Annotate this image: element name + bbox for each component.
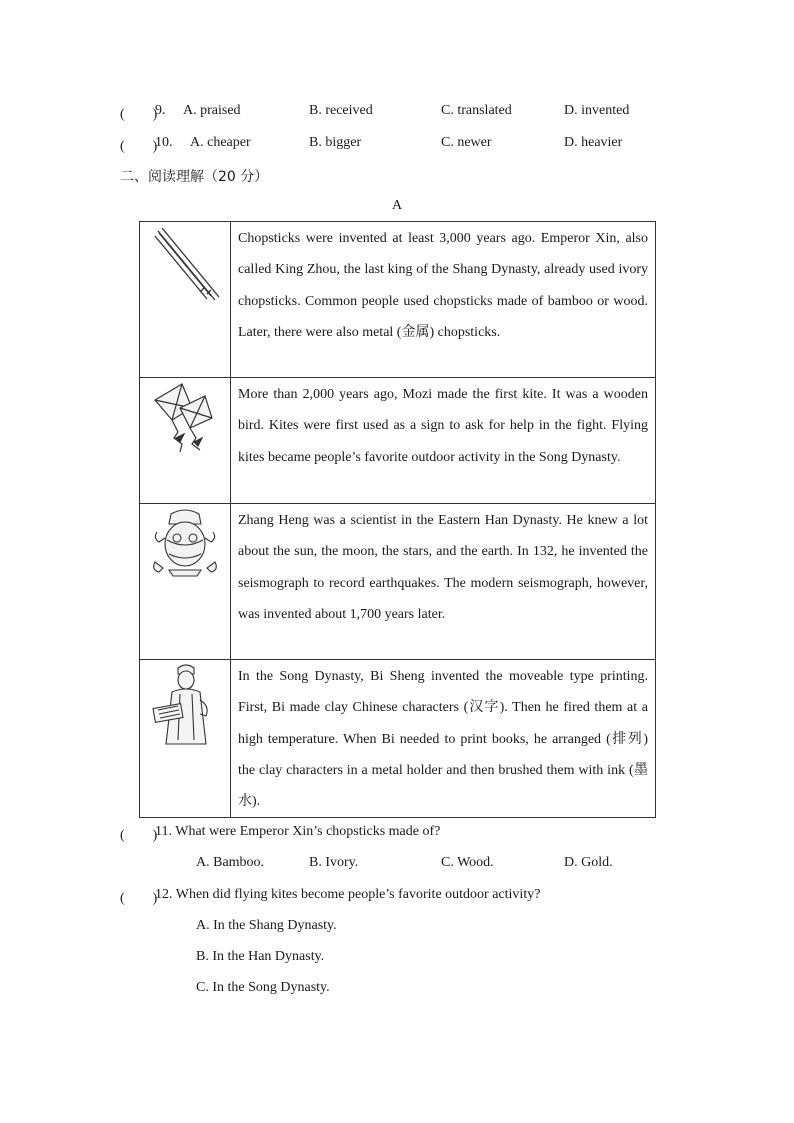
- answer-blank[interactable]: ( ): [120, 107, 158, 122]
- q11-option-b: B. Ivory.: [309, 855, 359, 870]
- question-stem: 12. When did flying kites become people’s favorite outdoor activity?: [155, 887, 541, 902]
- table-row: [140, 378, 656, 504]
- bi-sheng-portrait-icon: [150, 660, 220, 750]
- q11-option-c: C. Wood.: [441, 855, 494, 870]
- q11-option-d: D. Gold.: [564, 855, 613, 870]
- kite-icon: [150, 378, 220, 458]
- reading-table: [139, 221, 656, 818]
- image-cell: [140, 222, 231, 378]
- section-title: 二、阅读理解（20 分）: [120, 169, 269, 185]
- option-b: B. bigger: [309, 135, 362, 150]
- option-c: C. translated: [441, 103, 512, 118]
- question-number: 9.: [155, 103, 166, 118]
- table-row: [140, 660, 656, 818]
- passage-paragraph: In the Song Dynasty, Bi Sheng invented the moveable type printing. First, Bi made clay Chinese characters (汉字). Then he fired them at a high temperature. When Bi needed to print books, he arranged (排列) the clay characters in a metal holder and then brushed them with ink (墨水).: [238, 669, 648, 810]
- passage-paragraph: Chopsticks were invented at least 3,000 years ago. Emperor Xin, also called King Zhou, the last king of the Shang Dynasty, already used ivory chopsticks. Common people used chopsticks made of bamboo or wood. Later, there were also metal (金属) chopsticks.: [238, 231, 648, 340]
- text-cell: [231, 222, 656, 378]
- q12-option-c: C. In the Song Dynasty.: [196, 980, 330, 995]
- answer-blank[interactable]: ( ): [120, 891, 158, 906]
- option-a: A. praised: [183, 103, 241, 118]
- question-number: 10.: [155, 135, 173, 150]
- option-a: A. cheaper: [190, 135, 251, 150]
- seismograph-icon: [149, 504, 221, 584]
- passage-paragraph: Zhang Heng was a scientist in the Eastern Han Dynasty. He knew a lot about the sun, the moon, the stars, and the earth. In 132, he invented the seismograph to record earthquakes. The modern seismograph, however, was invented about 1,700 years later.: [238, 513, 648, 622]
- option-c: C. newer: [441, 135, 492, 150]
- chopsticks-icon: [145, 222, 225, 312]
- option-d: D. heavier: [564, 135, 623, 150]
- option-d: D. invented: [564, 103, 630, 118]
- table-row: [140, 504, 656, 660]
- option-b: B. received: [309, 103, 373, 118]
- text-cell: [231, 504, 656, 660]
- image-cell: [140, 504, 231, 660]
- text-cell: [231, 378, 656, 504]
- answer-blank[interactable]: ( ): [120, 828, 158, 843]
- answer-blank[interactable]: ( ): [120, 139, 158, 154]
- q12-option-b: B. In the Han Dynasty.: [196, 949, 325, 964]
- image-cell: [140, 660, 231, 818]
- passage-label: A: [391, 198, 403, 213]
- q11-option-a: A. Bamboo.: [196, 855, 265, 870]
- q12-option-a: A. In the Shang Dynasty.: [196, 918, 337, 933]
- passage-paragraph: More than 2,000 years ago, Mozi made the first kite. It was a wooden bird. Kites were first used as a sign to ask for help in the fight. Flying kites became people’s favorite outdoor activity in the Song Dynasty.: [238, 387, 648, 465]
- question-stem: 11. What were Emperor Xin’s chopsticks made of?: [155, 824, 441, 839]
- text-cell: [231, 660, 656, 818]
- image-cell: [140, 378, 231, 504]
- table-row: [140, 222, 656, 378]
